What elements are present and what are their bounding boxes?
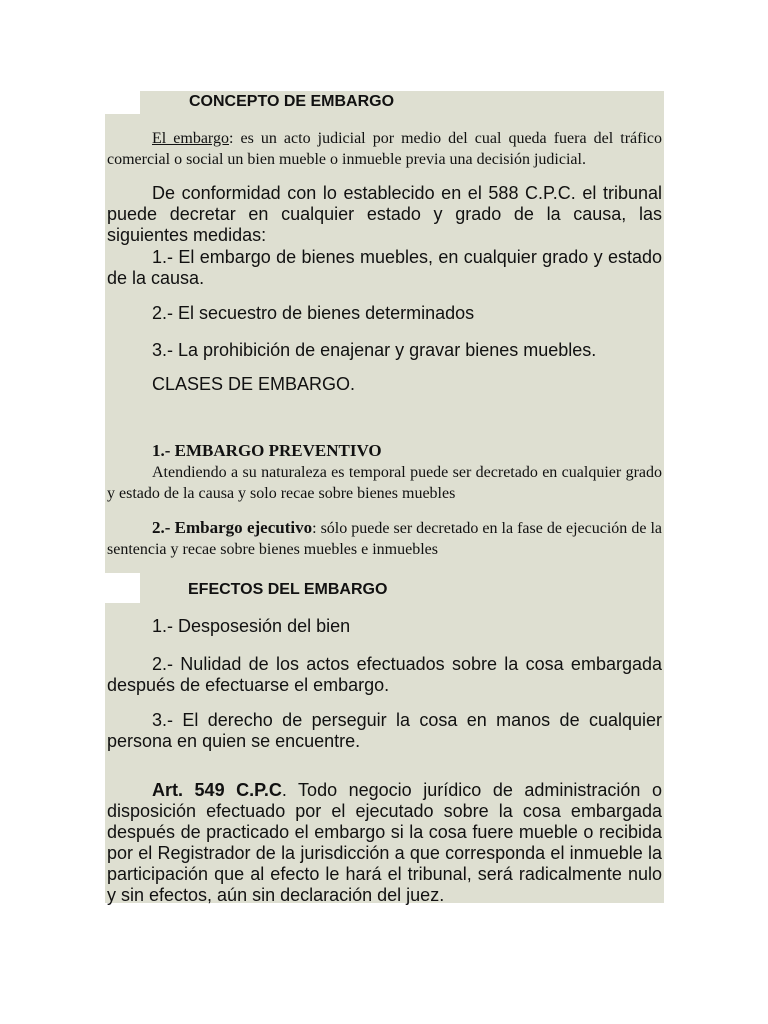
definition-text: : es un acto judicial por medio del cual queda fuera del tráfico comercial o social un bien mueble o inmueble previa una decisión judicial. [107,130,662,168]
articulo-549-paragraph [107,780,662,906]
articulo-text: . Todo negocio jurídico de administración o disposición efectuado por el ejecutado sobre la cosa embargada después de practicado el embargo si la cosa fuere mueble o recibida por el Registrador de la jurisdicción a que corresponda el inmueble la participación que al efecto le hará el tribunal, será radicalmente nulo y sin efectos, aún sin declaración del juez. [107,780,663,905]
efecto-1: 1.- Desposesión del bien [152,616,351,636]
ejecutivo-paragraph [107,517,662,560]
clases-heading: CLASES DE EMBARGO. [152,374,356,394]
articulo-ref: Art. 549 C.P.C [152,780,282,800]
preventivo-title: 1.- EMBARGO PREVENTIVO [152,441,382,460]
definition-paragraph [107,128,662,170]
medida-2: 2.- El secuestro de bienes determinados [152,303,475,323]
heading-concepto: CONCEPTO DE EMBARGO [189,93,395,110]
preventivo-text: Atendiendo a su naturaleza es temporal puede ser decretado en cualquier grado y estado de la causa y solo recae sobre bienes muebles [107,464,662,502]
medida-3: 3.- La prohibición de enajenar y gravar bienes muebles. [152,340,597,360]
ejecutivo-term: 2.- Embargo ejecutivo [152,518,313,537]
medida-1: 1.- El embargo de bienes muebles, en cualquier grado y estado de la causa. [107,247,662,288]
conformidad-paragraph: De conformidad con lo establecido en el 588 C.P.C. el tribunal puede decretar en cualquier estado y grado de la causa, las siguientes medidas: [107,183,662,245]
heading-efectos: EFECTOS DEL EMBARGO [188,581,388,598]
definition-term: El embargo [152,130,229,147]
efecto-2: 2.- Nulidad de los actos efectuados sobre la cosa embargada después de efectuarse el embargo. [107,654,662,695]
ejecutivo-text: : sólo puede ser decretado en la fase de ejecución de la sentencia y recae sobre bienes muebles e inmuebles [107,520,662,558]
efecto-3: 3.- El derecho de perseguir la cosa en manos de cualquier persona en quien se encuentre. [107,710,662,751]
